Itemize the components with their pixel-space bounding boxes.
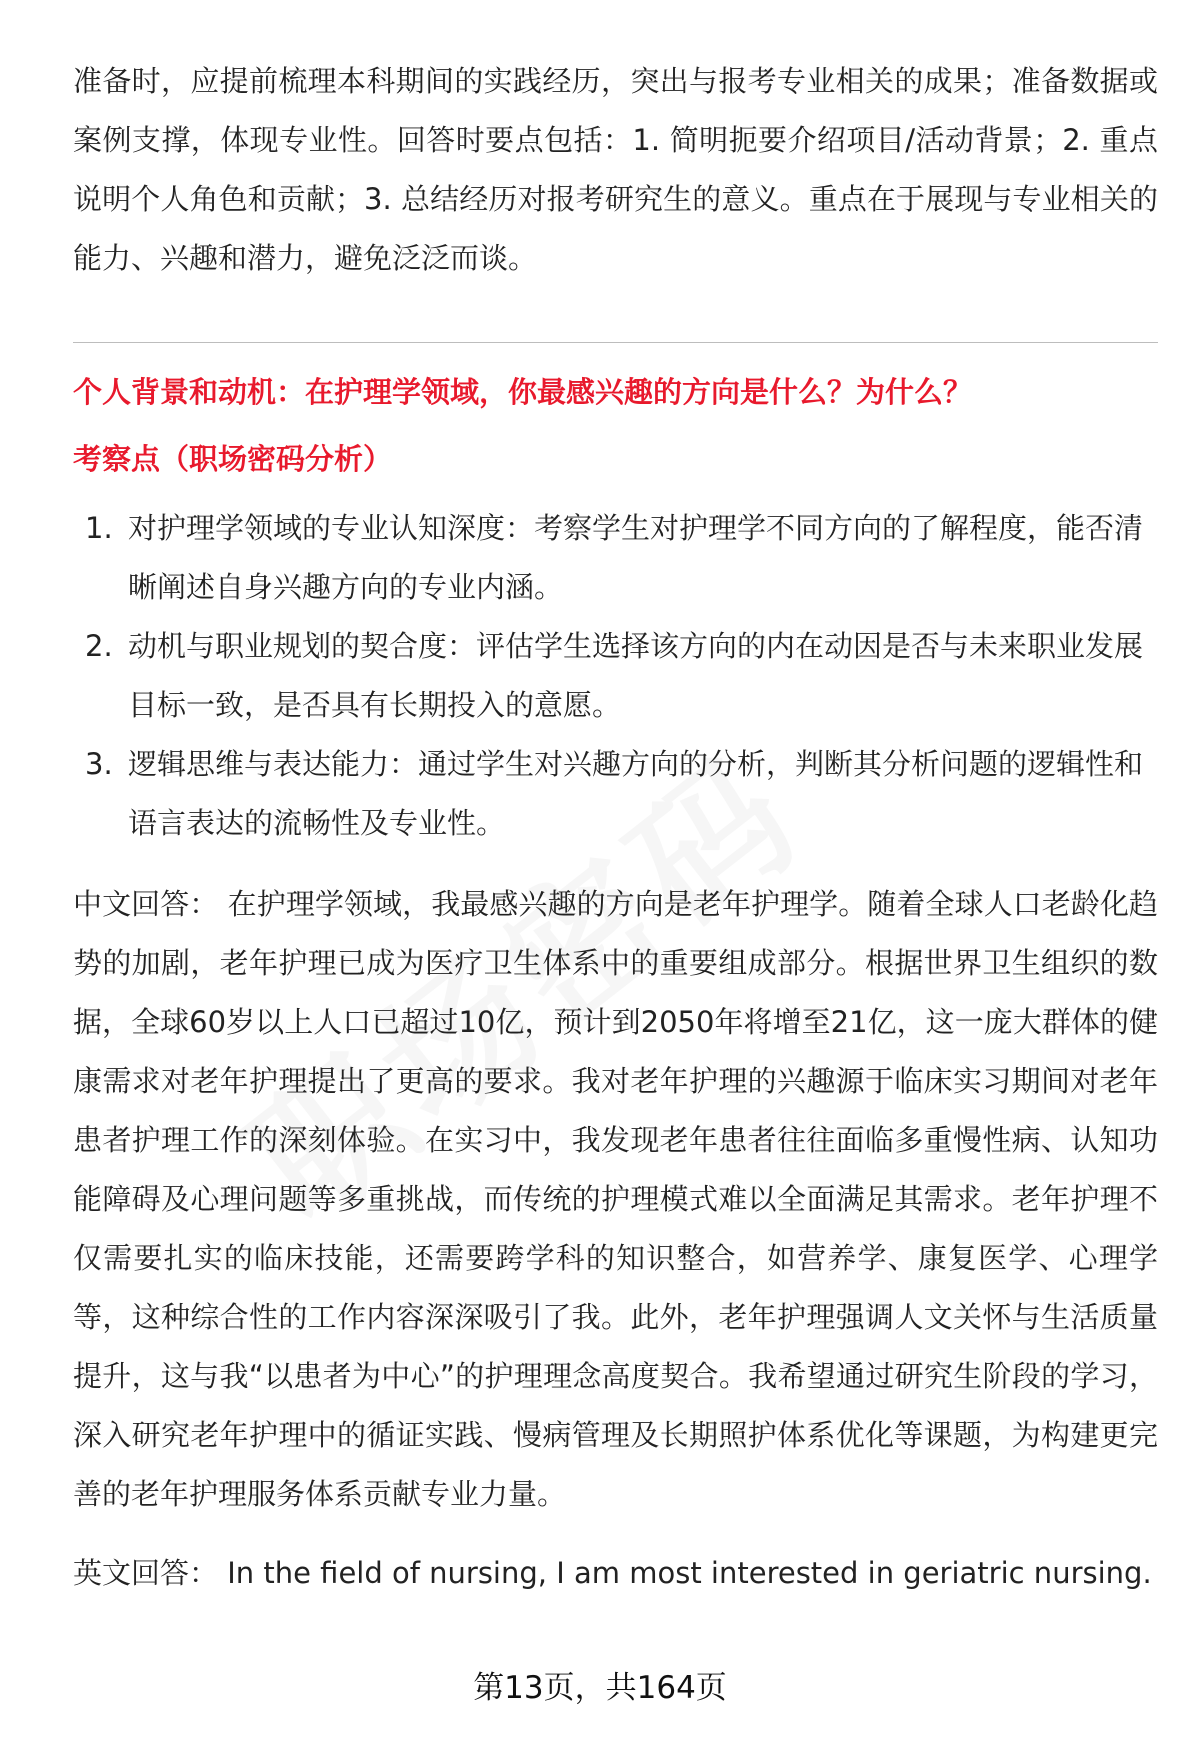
question-heading: 个人背景和动机：在护理学领域，你最感兴趣的方向是什么？为什么？ — [73, 375, 973, 409]
chinese-answer-paragraph: 中文回答： 在护理学领域，我最感兴趣的方向是老年护理学。随着全球人口老龄化趋势的加剧，老年护理已成为医疗卫生体系中的重要组成部分。根据世界卫生组织的数据，全球60岁以上人口已超过10亿，预计到2050年将增至21亿，这一庞大群体的健康需求对老年护理提出了更高的要求。我对老年护理的兴趣源于临床实习期间对老年患者护理工作的深刻体验。在实习中，我发现老年患者往往面临多重慢性病、认知功能障碍及心理问题等多重挑战，而传统的护理模式难以全面满足其需求。老年护理不仅需要扎实的临床技能，还需要跨学科的知识整合，如营养学、康复医学、心理学等，这种综合性的工作内容深深吸引了我。此外，老年护理强调人文关怀与生活质量提升，这与我“以患者为中心”的护理理念高度契合。我希望通过研究生阶段的学习，深入研究老年护理中的循证实践、慢病管理及长期照护体系优化等课题，为构建更完善的老年护理服务体系贡献专业力量。 — [73, 887, 1158, 1511]
intro-paragraph: 准备时，应提前梳理本科期间的实践经历，突出与报考专业相关的成果；准备数据或案例支撑，体现专业性。回答时要点包括：1. 简明扼要介绍项目/活动背景；2. 重点说明个人角色和贡献；3. 总结经历对报考研究生的意义。重点在于展现与专业相关的能力、兴趣和潜力，避免泛泛而谈。 — [73, 64, 1158, 275]
list-item — [73, 617, 1158, 735]
list-item-text: 逻辑思维与表达能力：通过学生对兴趣方向的分析，判断其分析问题的逻辑性和语言表达的流畅性及专业性。 — [128, 747, 1144, 840]
list-item-number: 1. — [85, 511, 113, 545]
assessment-points-list — [73, 499, 1158, 853]
assessment-subheading: 考察点（职场密码分析） — [73, 442, 393, 476]
list-item-number: 3. — [85, 747, 113, 781]
page-number-footer: 第13页，共164页 — [473, 1670, 727, 1706]
list-item-text: 对护理学领域的专业认知深度：考察学生对护理学不同方向的了解程度，能否清晰阐述自身兴趣方向的专业内涵。 — [128, 511, 1144, 604]
list-item — [73, 735, 1158, 853]
list-item — [73, 499, 1158, 617]
list-item-number: 2. — [85, 629, 113, 663]
section-divider — [73, 342, 1158, 343]
document-page — [73, 52, 1158, 1603]
english-answer-paragraph: 英文回答： In the field of nursing, I am most interested in geriatric nursing. — [73, 1556, 1152, 1590]
list-item-text: 动机与职业规划的契合度：评估学生选择该方向的内在动因是否与未来职业发展目标一致，是否具有长期投入的意愿。 — [128, 629, 1144, 722]
